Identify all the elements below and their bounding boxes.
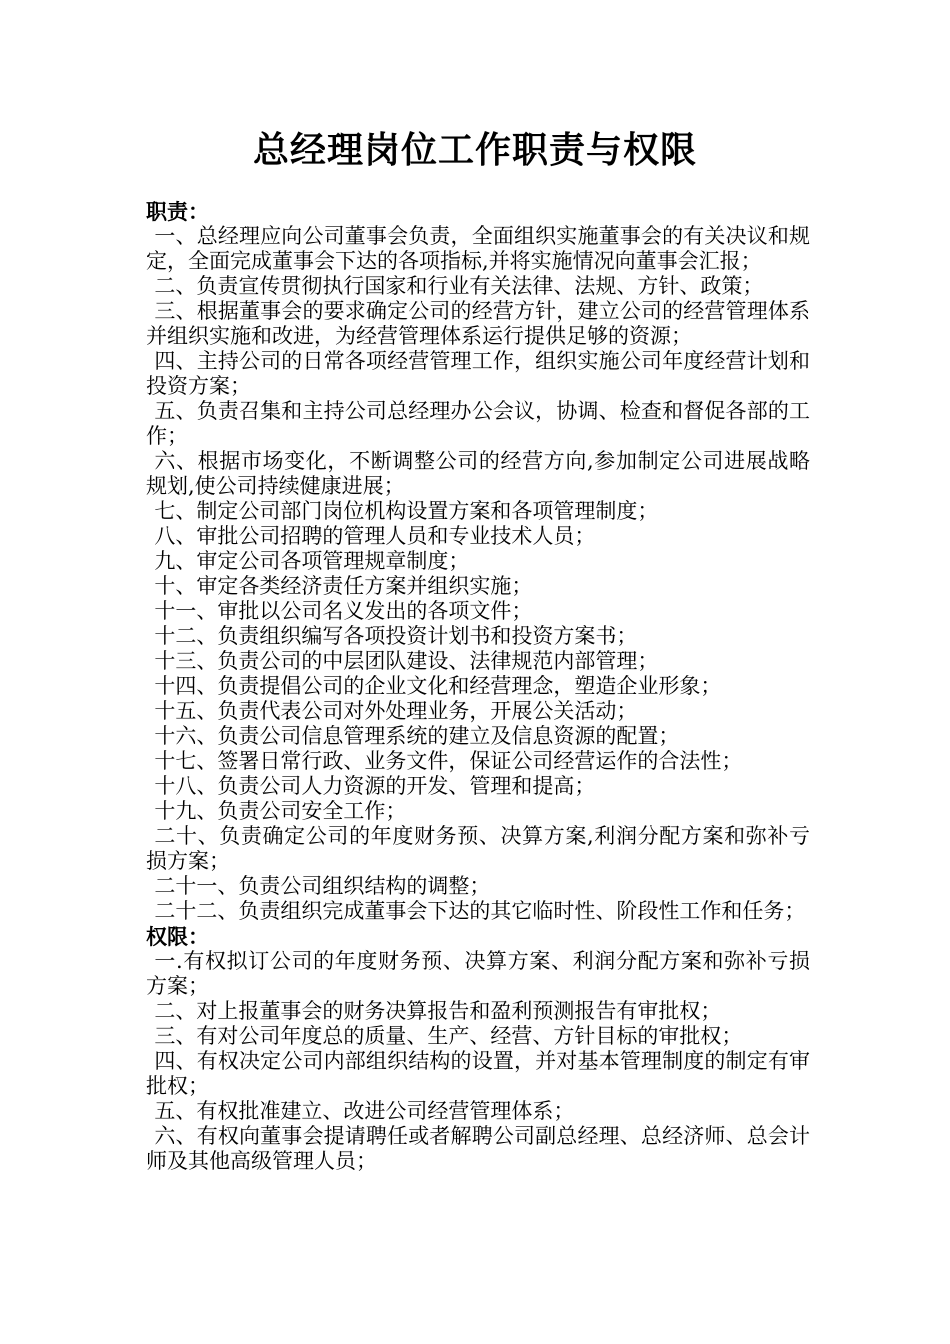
section-heading: 职责： (146, 199, 209, 224)
section-heading: 权限： (146, 924, 209, 949)
list-item: 十五、负责代表公司对外处理业务，开展公关活动； (154, 699, 638, 723)
list-item: 六、有权向董事会提请聘任或者解聘公司副总经理、总经济师、总会计师及其他高级管理人员； (146, 1124, 810, 1173)
list-item: 三、有对公司年度总的质量、生产、经营、方针目标的审批权； (154, 1024, 743, 1048)
list-item: 六、根据市场变化，不断调整公司的经营方向,参加制定公司进展战略规划,使公司持续健康进展； (146, 449, 810, 498)
list-item: 十四、负责提倡公司的企业文化和经营理念，塑造企业形象； (154, 674, 722, 698)
list-item: 十三、负责公司的中层团队建设、法律规范内部管理； (154, 649, 659, 673)
list-item: 十二、负责组织编写各项投资计划书和投资方案书； (154, 624, 638, 648)
list-item: 三、根据董事会的要求确定公司的经营方针，建立公司的经营管理体系并组织实施和改进，为经营管理体系运行提供足够的资源； (146, 299, 810, 348)
list-item: 二、负责宣传贯彻执行国家和行业有关法律、法规、方针、政策； (154, 274, 764, 298)
list-item: 一.有权拟订公司的年度财务预、决算方案、利润分配方案和弥补亏损方案； (146, 949, 810, 998)
list-item: 九、审定公司各项管理规章制度； (154, 549, 470, 573)
list-item: 二十一、负责公司组织结构的调整； (154, 874, 491, 898)
list-item: 十八、负责公司人力资源的开发、管理和提高； (154, 774, 596, 798)
list-item: 十六、负责公司信息管理系统的建立及信息资源的配置； (154, 724, 680, 748)
list-item: 四、有权决定公司内部组织结构的设置，并对基本管理制度的制定有审批权； (146, 1049, 810, 1098)
list-item: 十一、审批以公司名义发出的各项文件； (154, 599, 533, 623)
list-item: 二、对上报董事会的财务决算报告和盈利预测报告有审批权； (154, 999, 722, 1023)
list-item: 八、审批公司招聘的管理人员和专业技术人员； (154, 524, 596, 548)
list-item: 二十二、负责组织完成董事会下达的其它临时性、阶段性工作和任务； (154, 899, 806, 923)
list-item: 十七、签署日常行政、业务文件，保证公司经营运作的合法性； (154, 749, 743, 773)
list-item: 五、负责召集和主持公司总经理办公会议，协调、检查和督促各部的工作； (146, 399, 810, 448)
list-item: 一、总经理应向公司董事会负责，全面组织实施董事会的有关决议和规定，全面完成董事会下达的各项指标,并将实施情况向董事会汇报； (146, 224, 810, 273)
document-body (146, 199, 810, 1174)
list-item: 十、审定各类经济责任方案并组织实施； (154, 574, 533, 598)
list-item: 五、有权批准建立、改进公司经营管理体系； (154, 1099, 575, 1123)
list-item: 十九、负责公司安全工作； (154, 799, 407, 823)
document-title: 总经理岗位工作职责与权限 (252, 129, 697, 171)
list-item: 七、制定公司部门岗位机构设置方案和各项管理制度； (154, 499, 659, 523)
list-item: 二十、负责确定公司的年度财务预、决算方案,利润分配方案和弥补亏损方案； (146, 824, 810, 873)
list-item: 四、主持公司的日常各项经营管理工作，组织实施公司年度经营计划和投资方案； (146, 349, 810, 398)
